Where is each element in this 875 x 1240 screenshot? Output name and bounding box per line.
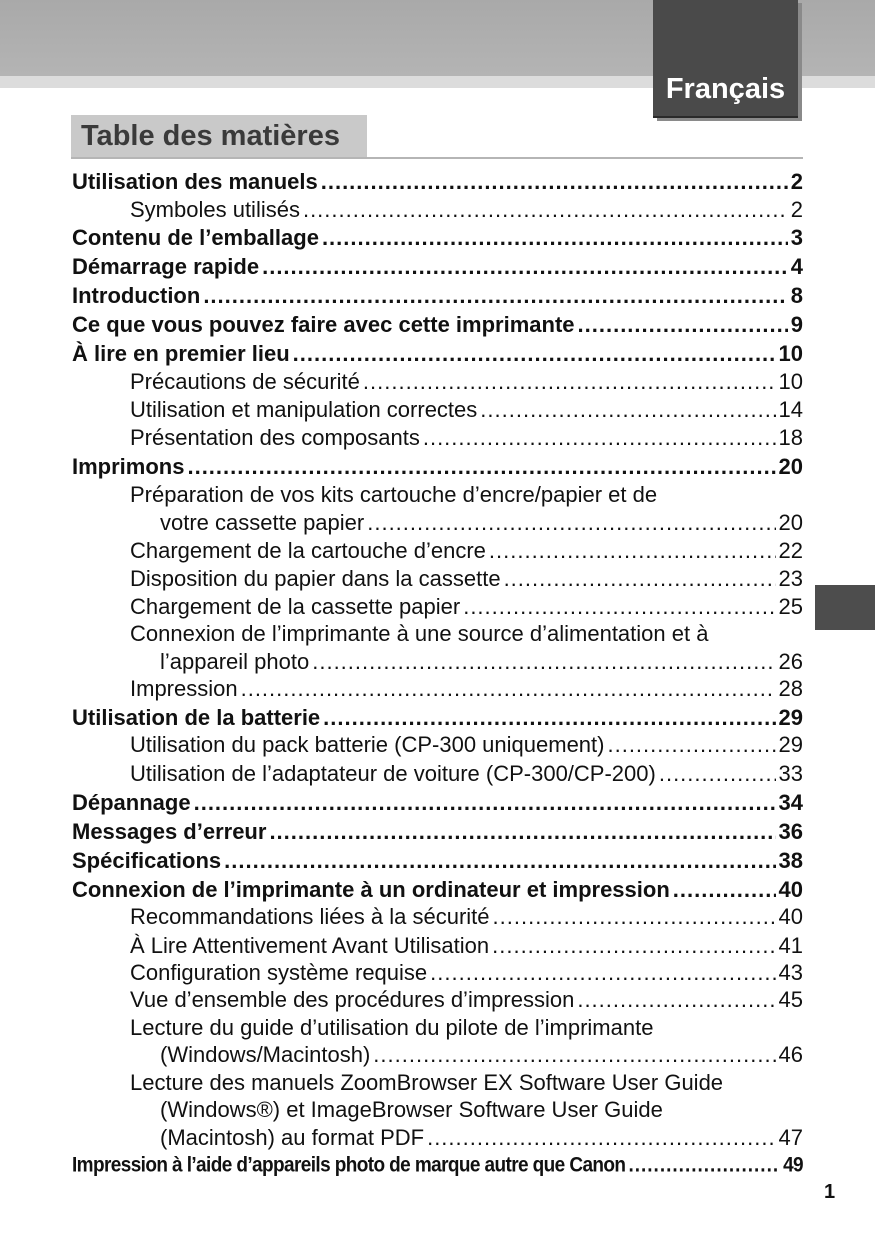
toc-entry-page: 23 [778, 566, 803, 591]
section-title-box [71, 115, 367, 159]
toc-entry-second-line[interactable]: (Windows®) et ImageBrowser Software User Guide [160, 1097, 663, 1122]
dot-leader [323, 704, 775, 732]
toc-entry[interactable] [130, 196, 803, 224]
toc-entry-page: 2 [790, 169, 803, 194]
dot-leader [427, 1124, 775, 1152]
toc-entry-page: 33 [778, 761, 803, 786]
toc-entry[interactable] [130, 424, 803, 452]
toc-entry-title: Dépannage [72, 790, 191, 815]
toc-entry[interactable] [130, 675, 803, 703]
toc-entry[interactable] [130, 903, 803, 931]
section-thumb-tab [815, 585, 875, 630]
dot-leader [262, 253, 788, 281]
toc-entry[interactable] [130, 986, 803, 1014]
toc-entry-page: 4 [790, 254, 803, 279]
toc-entry-page: 47 [778, 1125, 803, 1150]
dot-leader [504, 565, 776, 593]
toc-entry-page: 26 [778, 649, 803, 674]
toc-entry[interactable] [72, 818, 803, 846]
title-rule [71, 157, 803, 159]
toc-entry[interactable] [130, 731, 803, 759]
toc-entry[interactable] [72, 847, 803, 875]
dot-leader [423, 424, 776, 452]
toc-entry[interactable] [130, 760, 803, 788]
dot-leader [194, 789, 776, 817]
toc-entry[interactable] [72, 282, 803, 310]
toc-entry-title: Démarrage rapide [72, 254, 260, 279]
toc-entry-page: 8 [790, 283, 803, 308]
dot-leader [322, 224, 788, 252]
toc-entry-page: 10 [778, 341, 803, 366]
toc-entry[interactable] [130, 565, 803, 593]
dot-leader [607, 731, 775, 759]
toc-entry-title: votre cassette papier [160, 510, 365, 535]
toc-entry-page: 9 [790, 312, 803, 337]
toc-entry[interactable] [160, 1041, 803, 1069]
toc-entry-first-line[interactable]: Préparation de vos kits cartouche d’encre/papier et de [130, 482, 658, 507]
toc-entry-page: 18 [778, 425, 803, 450]
toc-entry-first-line[interactable]: Lecture du guide d’utilisation du pilote de l’imprimante [130, 1015, 654, 1040]
toc-entry-page: 45 [778, 987, 803, 1012]
toc-entry[interactable] [72, 340, 803, 368]
dot-leader [480, 396, 775, 424]
toc-entry-page: 34 [778, 790, 803, 815]
toc-entry[interactable] [72, 224, 803, 252]
toc-entry-title: Chargement de la cartouche d’encre [130, 538, 486, 563]
toc-entry-page: 22 [778, 538, 803, 563]
toc-entry-page: 29 [778, 705, 803, 730]
toc-entry-page: 20 [778, 510, 803, 535]
toc-entry-title: Imprimons [72, 454, 185, 479]
toc-entry-title: Configuration système requise [130, 960, 428, 985]
toc-entry-title: Utilisation des manuels [72, 169, 318, 194]
toc-entry-first-line[interactable]: Lecture des manuels ZoomBrowser EX Software User Guide [130, 1070, 724, 1095]
toc-entry[interactable] [130, 959, 803, 987]
dot-leader [363, 368, 776, 396]
page-number: 1 [824, 1181, 836, 1203]
toc-entry-title: Symboles utilisés [130, 197, 300, 222]
toc-entry-page: 2 [790, 197, 803, 222]
dot-leader [373, 1041, 775, 1069]
dot-leader [673, 876, 776, 904]
toc-entry-title: Vue d’ensemble des procédures d’impression [130, 987, 575, 1012]
toc-entry[interactable] [72, 453, 803, 481]
toc-entry-page: 14 [778, 397, 803, 422]
toc-entry[interactable] [72, 1150, 803, 1181]
toc-entry-title: (Windows/Macintosh) [160, 1042, 371, 1067]
toc-entry-title: Ce que vous pouvez faire avec cette imprimante [72, 312, 575, 337]
toc-entry-title: l’appareil photo [160, 649, 310, 674]
toc-entry-title: Introduction [72, 283, 201, 308]
toc-entry-title: Recommandations liées à la sécurité [130, 904, 490, 929]
toc-entry-page: 25 [778, 594, 803, 619]
dot-leader [269, 818, 775, 846]
toc-entry-page: 49 [783, 1153, 803, 1178]
toc-entry-title: Utilisation du pack batterie (CP-300 uniquement) [130, 732, 605, 757]
toc-entry-title: À Lire Attentivement Avant Utilisation [130, 933, 490, 958]
toc-entry-page: 10 [778, 369, 803, 394]
dot-leader [492, 932, 775, 960]
toc-entry-page: 43 [778, 960, 803, 985]
toc-entry-page: 28 [778, 676, 803, 701]
toc-entry[interactable] [130, 368, 803, 396]
toc-entry-title: Spécifications [72, 848, 222, 873]
toc-entry-title: Contenu de l’emballage [72, 225, 319, 250]
toc-entry-title: Utilisation de l’adaptateur de voiture (CP-300/CP-200) [130, 761, 656, 786]
dot-leader [187, 453, 775, 481]
toc-entry-title: Présentation des composants [130, 425, 420, 450]
toc-entry-page: 46 [778, 1042, 803, 1067]
toc-entry-title: Disposition du papier dans la cassette [130, 566, 501, 591]
dot-leader [293, 340, 776, 368]
toc-entry[interactable] [160, 509, 803, 537]
toc-entry[interactable] [130, 537, 803, 565]
dot-leader [577, 986, 775, 1014]
toc-entry-title: Précautions de sécurité [130, 369, 360, 394]
toc-entry-title: Utilisation et manipulation correctes [130, 397, 478, 422]
toc-entry-page: 29 [778, 732, 803, 757]
toc-entry-page: 41 [778, 933, 803, 958]
toc-entry-title: (Macintosh) au format PDF [160, 1125, 425, 1150]
toc-entry-title: À lire en premier lieu [72, 341, 290, 366]
toc-entry[interactable] [72, 311, 803, 339]
toc-entry[interactable] [130, 932, 803, 960]
toc-entry-page: 40 [778, 904, 803, 929]
dot-leader [312, 648, 775, 676]
toc-entry-first-line[interactable]: Connexion de l’imprimante à une source d’alimentation et à [130, 621, 709, 646]
toc-entry-title: Impression [130, 676, 238, 701]
toc-entry-title: Chargement de la cassette papier [130, 594, 461, 619]
dot-leader [303, 196, 788, 224]
toc-entry-page: 20 [778, 454, 803, 479]
toc-entry-page: 40 [778, 877, 803, 902]
language-tab [653, 0, 798, 118]
toc-entry[interactable] [72, 253, 803, 281]
dot-leader [367, 509, 775, 537]
toc-entry-title: Messages d’erreur [72, 819, 267, 844]
dot-leader [321, 168, 788, 196]
page-title: Table des matières [81, 120, 340, 152]
dot-leader [578, 311, 788, 339]
toc-entry-title: Impression à l’aide d’appareils photo de marque autre que Canon [72, 1153, 626, 1178]
toc-entry[interactable] [130, 593, 803, 621]
toc-entry[interactable] [72, 168, 803, 196]
dot-leader [493, 903, 776, 931]
toc-entry-title: Connexion de l’imprimante à un ordinateur et impression [72, 877, 670, 902]
dot-leader [203, 282, 787, 310]
dot-leader [224, 847, 775, 875]
toc-entry-page: 3 [790, 225, 803, 250]
toc-entry[interactable] [160, 648, 803, 676]
toc-entry-page: 38 [778, 848, 803, 873]
toc-entry[interactable] [160, 1124, 803, 1152]
toc-entry[interactable] [72, 704, 803, 732]
dot-leader [241, 675, 776, 703]
toc-entry[interactable] [72, 876, 803, 904]
dot-leader [489, 537, 776, 565]
language-tab-label: Français [665, 73, 786, 105]
toc-entry[interactable] [72, 789, 803, 817]
dot-leader [659, 760, 776, 788]
toc-entry-page: 36 [778, 819, 803, 844]
toc-entry[interactable] [130, 396, 803, 424]
toc-entry-title: Utilisation de la batterie [72, 705, 321, 730]
dot-leader [628, 1150, 780, 1181]
dot-leader [463, 593, 775, 621]
dot-leader [430, 959, 775, 987]
